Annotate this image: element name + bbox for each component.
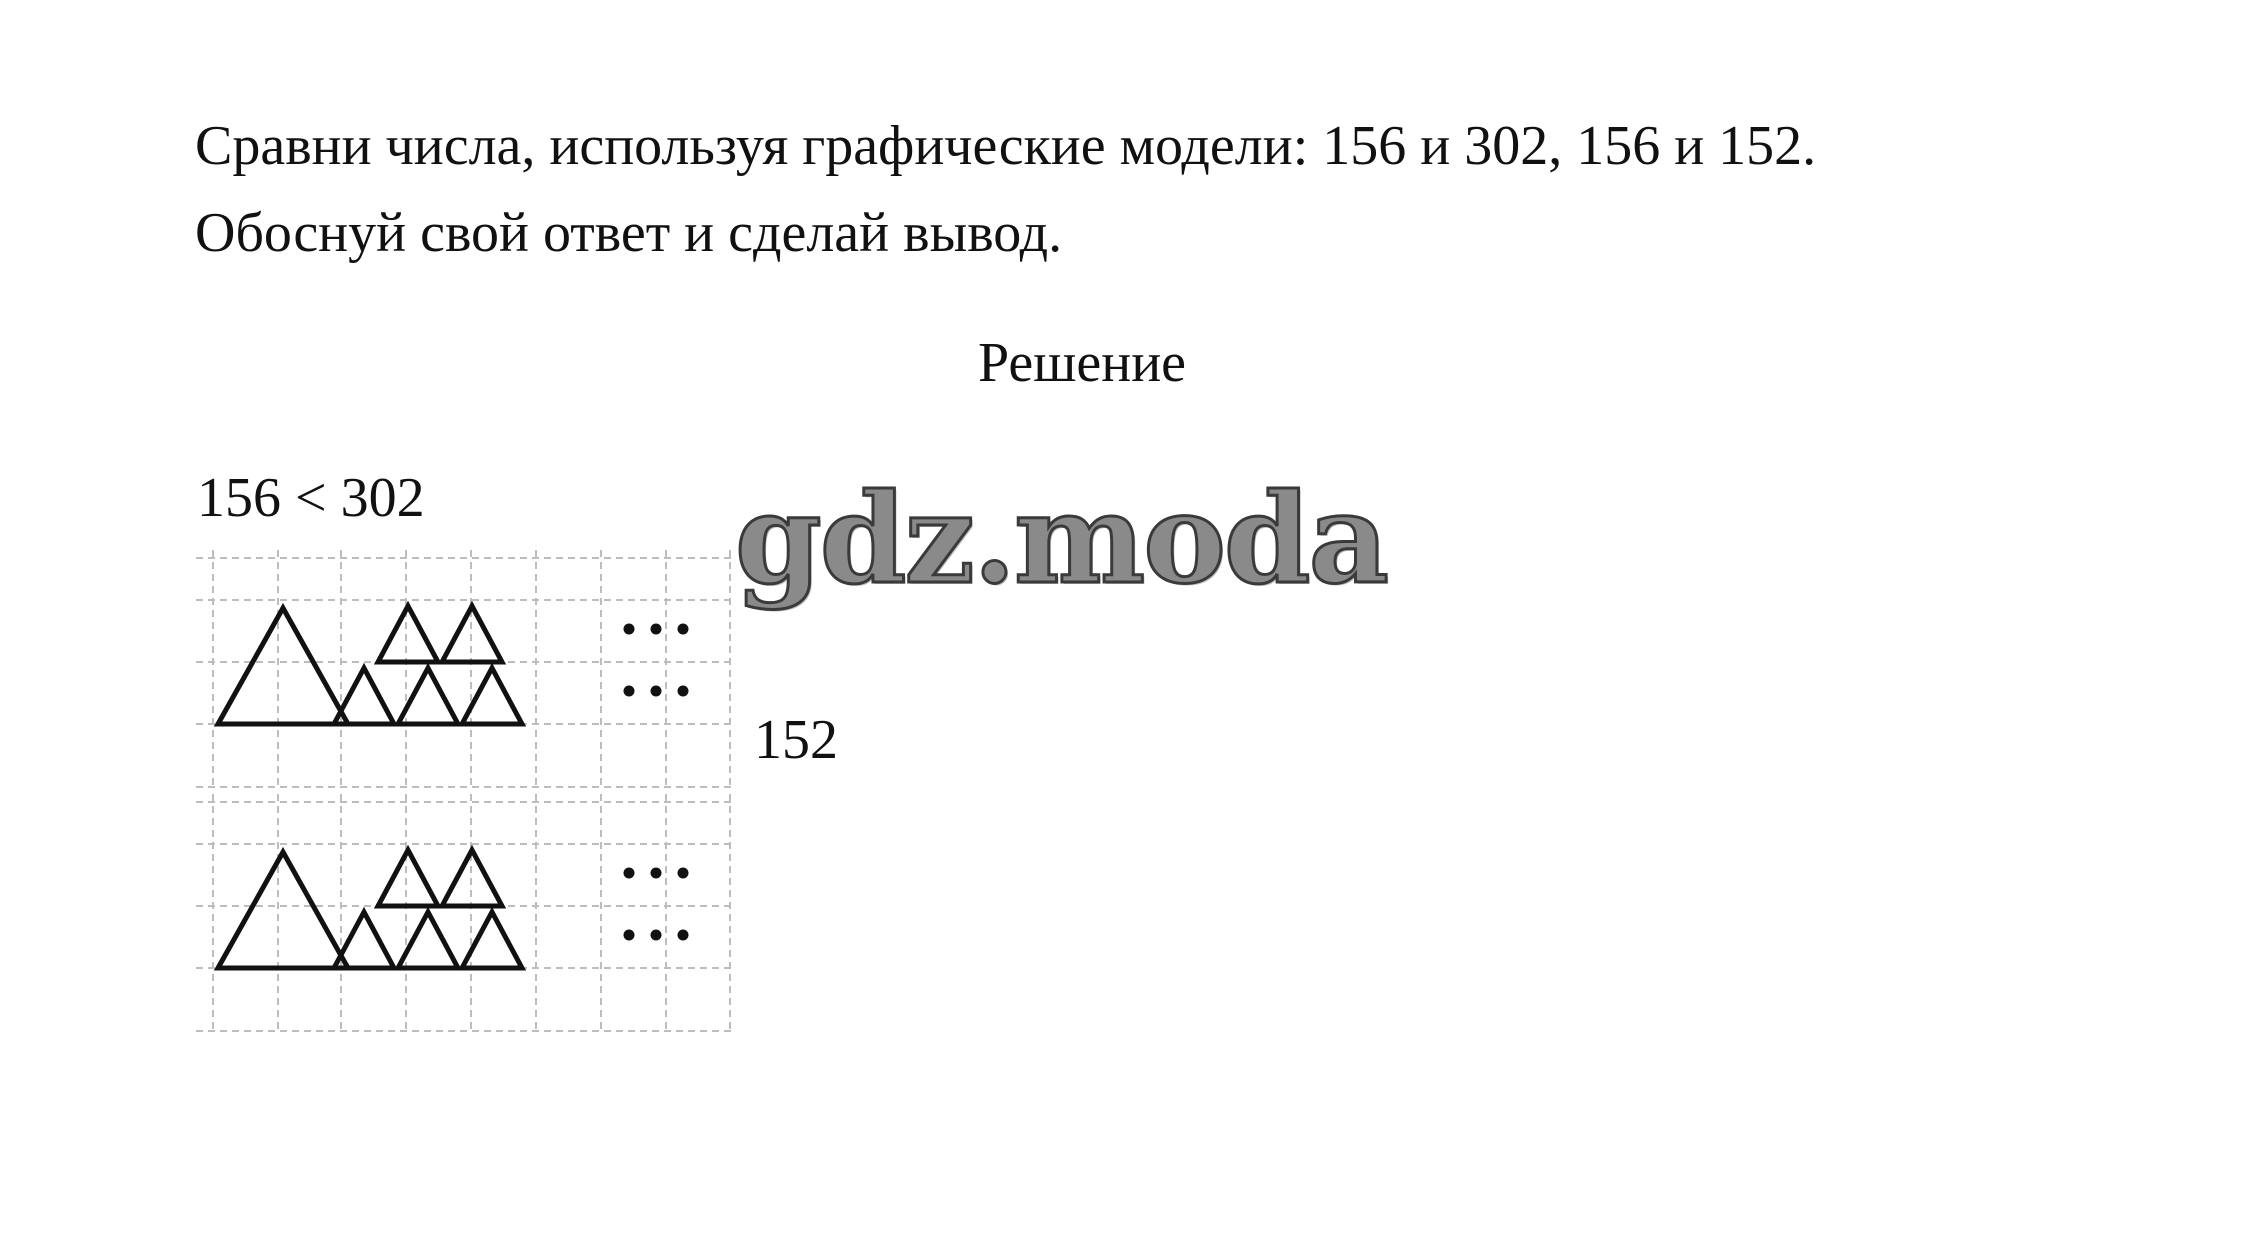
unit-dot [678,686,689,697]
ten-triangle [378,606,438,662]
unit-dot [678,868,689,879]
graphic-model-first [196,548,736,788]
second-number-label: 152 [754,709,838,771]
grid-background [196,794,732,1031]
unit-dot [624,868,635,879]
task-text-line-2: Обоснуй свой ответ и сделай вывод. [195,202,1063,264]
unit-dot [678,624,689,635]
hundred-triangle [218,852,348,968]
unit-dot [678,930,689,941]
unit-dot [624,686,635,697]
hundred-triangle [218,608,348,724]
unit-dot [651,686,662,697]
unit-dot [624,930,635,941]
unit-dot [651,930,662,941]
comparison-statement: 156 < 302 [197,467,425,529]
task-text-line-1: Сравни числа, используя графические модели: 156 и 302, 156 и 152. [195,115,1817,177]
watermark-logo: gdz.moda [735,467,1387,612]
graphic-model-second [196,792,736,1032]
ten-triangle [378,850,438,906]
unit-dot [651,868,662,879]
solution-heading: Решение [978,332,1187,394]
unit-dot [624,624,635,635]
unit-dot [651,624,662,635]
grid-background [196,550,732,787]
